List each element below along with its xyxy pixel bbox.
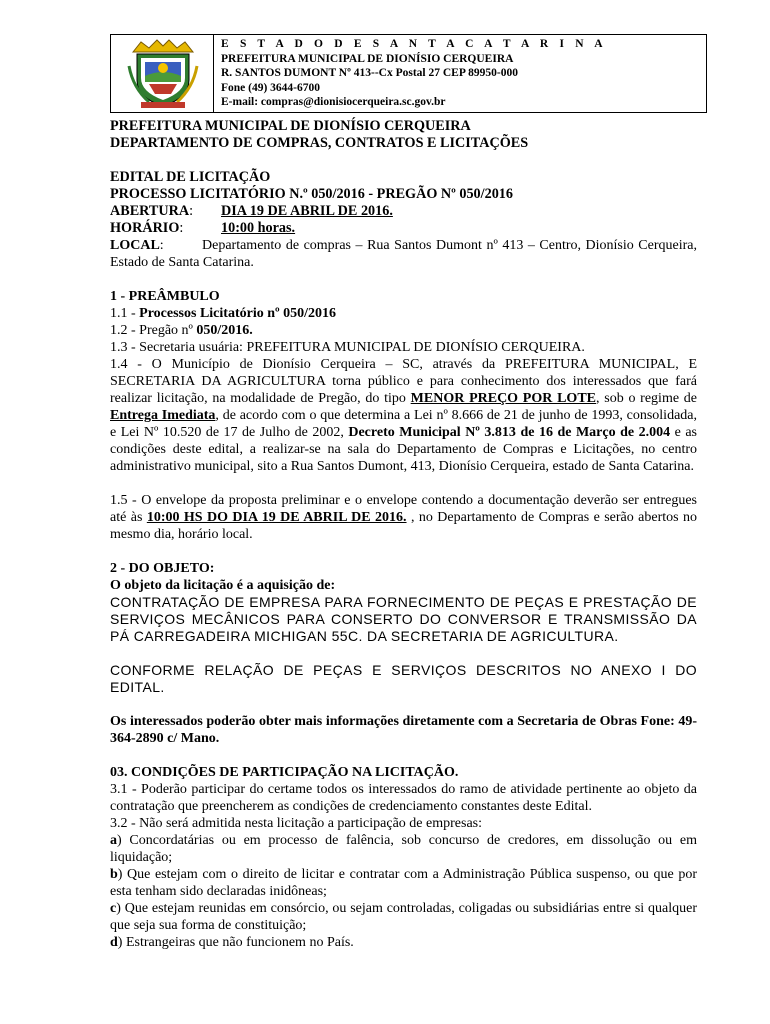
section-2-subtitle: O objeto da licitação é a aquisição de: — [110, 578, 336, 593]
item-1-2-text: 050/2016. — [196, 323, 253, 338]
section-3-title: 03. CONDIÇÕES DE PARTICIPAÇÃO NA LICITAÇÃO. — [110, 765, 459, 780]
item-1-5 — [110, 492, 697, 543]
item-1-3: 1.3 - Secretaria usuária: PREFEITURA MUNICIPAL DE DIONÍSIO CERQUEIRA. — [110, 340, 585, 355]
item-1-4-part-a: 1.4 - O Município de Dionísio Cerqueira – SC, através da PREFEITURA MUNICIPAL, E SECRETARIA DA AGRICULTURA torna público e para conhecimento dos interessados que fará realizar licitação, na modalidade de Pregão, do tipo — [110, 357, 697, 406]
item-1-4-part-e: , de acordo com o que determina a Lei nº 8.666 de 21 de junho de 1993, consolidada, e Lei Nº 10.520 de 17 de Julho de 2002, — [110, 408, 697, 440]
horario-label: HORÁRIO — [110, 220, 180, 236]
item-3-2-b — [110, 866, 697, 900]
item-1-5-deadline: 10:00 HS DO DIA 19 DE ABRIL DE 2016. — [146, 510, 407, 525]
item-a-letter: a — [110, 833, 117, 848]
local-label: LOCAL — [110, 238, 160, 253]
item-b-text: ) Que estejam com o direito de licitar e contratar com a Administração Pública suspenso, ou que por esta tenham sido declaradas inidôneas; — [110, 867, 697, 899]
local-value: Departamento de compras – Rua Santos Dumont nº 413 – Centro, Dionísio Cerqueira, Estado de Santa Catarina. — [110, 238, 697, 270]
municipal-coat-of-arms — [111, 35, 214, 112]
info-contact: Os interessados poderão obter mais informações diretamente com a Secretaria de Obras Fone: 49-364-2890 c/ Mano. — [110, 714, 697, 746]
item-1-5-part-c: , no Departamento de Compras e serão abertos no mesmo dia, horário local. — [110, 510, 697, 542]
item-1-1-number: 1.1 - — [110, 306, 140, 321]
item-3-2-a — [110, 832, 697, 866]
item-3-1: 3.1 - Poderão participar do certame todos os interessados do ramo de atividade pertinente ao objeto da contratação que preencherem as condições de credenciamento constantes deste Edital. — [110, 782, 697, 814]
conforme-anexo: CONFORME RELAÇÃO DE PEÇAS E SERVIÇOS DESCRITOS NO ANEXO I DO EDITAL. — [110, 662, 697, 695]
section-2-title: 2 - DO OBJETO: — [110, 561, 215, 576]
item-3-2: 3.2 - Não será admitida nesta licitação a participação de empresas: — [110, 816, 482, 831]
horario-value: 10:00 horas. — [221, 220, 296, 236]
section-1-title: 1 - PREÂMBULO — [110, 289, 220, 304]
abertura-line: ABERTURA: DIA 19 DE ABRIL DE 2016. — [110, 203, 393, 219]
item-1-1 — [110, 305, 697, 322]
header-phone: Fone (49) 3644-6700 — [221, 81, 321, 94]
local-line: LOCAL: Departamento de compras – Rua Santos Dumont nº 413 – Centro, Dionísio Cerqueira, Estado de Santa Catarina. — [110, 238, 697, 270]
abertura-value: DIA 19 DE ABRIL DE 2016. — [221, 203, 393, 219]
item-1-1-text: Processos Licitatório nº 050/2016 — [139, 306, 337, 321]
item-1-4-decreto: Decreto Municipal Nº 3.813 de 16 de Março de 2.004 — [348, 425, 671, 440]
item-1-4-part-c: , sob o regime de — [596, 391, 697, 406]
item-1-4-part-g: e as condições deste edital, a realizar-se na sala do Departamento de Compras e Licitações, no centro administrativo municipal, sito a Rua Santos Dumont, 413, Dionísio Cerqueira, estado de Santa Catarina. — [110, 425, 697, 474]
department-title: DEPARTAMENTO DE COMPRAS, CONTRATOS E LICITAÇÕES — [110, 135, 529, 151]
item-1-2 — [110, 322, 697, 339]
item-b-letter: b — [110, 867, 118, 882]
header-address: R. SANTOS DUMONT Nº 413--Cx Postal 27 CEP 89950-000 — [221, 67, 518, 79]
horario-line: HORÁRIO: 10:00 horas. — [110, 220, 296, 236]
item-1-4-entrega-imediata: Entrega Imediata — [110, 408, 216, 423]
item-1-2-number: 1.2 - Pregão nº — [110, 323, 197, 338]
item-3-2-d — [110, 934, 697, 951]
org-title: PREFEITURA MUNICIPAL DE DIONÍSIO CERQUEIRA — [110, 118, 471, 134]
header-email: E-mail: compras@dionisiocerqueira.sc.gov.br — [221, 96, 446, 108]
item-d-text: ) Estrangeiras que não funcionem no País. — [117, 935, 354, 950]
item-c-letter: c — [110, 901, 117, 916]
item-1-4-menor-preco: MENOR PREÇO POR LOTE — [410, 391, 597, 406]
item-a-text: ) Concordatárias ou em processo de falência, sob concurso de credores, em dissolução ou em liquidação; — [110, 833, 697, 865]
edital-heading: EDITAL DE LICITAÇÃO — [110, 169, 271, 185]
item-3-2-c — [110, 900, 697, 934]
processo-heading: PROCESSO LICITATÓRIO N.º 050/2016 - PREGÃO Nº 050/2016 — [110, 186, 513, 202]
header-state: E S T A D O D E S A N T A C A T A R I N A — [221, 38, 607, 50]
item-c-text: ) Que estejam reunidas em consórcio, ou sejam controladas, coligadas ou subsidiárias entre si qualquer que seja sua forma de constituição; — [110, 901, 697, 933]
header-prefeitura: PREFEITURA MUNICIPAL DE DIONÍSIO CERQUEIRA — [221, 52, 514, 65]
coat-of-arms-icon — [127, 38, 199, 110]
abertura-label: ABERTURA — [110, 203, 190, 219]
item-1-5-part-a: 1.5 - O envelope da proposta preliminar e o envelope contendo a documentação deverão ser entregues até às — [110, 493, 697, 525]
object-description: CONTRATAÇÃO DE EMPRESA PARA FORNECIMENTO DE PEÇAS E PRESTAÇÃO DE SERVIÇOS MECÂNICOS PARA CONSERTO DO CONVERSOR E TRANSMISSÃO DA PÁ CARREGADEIRA MICHIGAN 55C. DA SECRETARIA DE AGRICULTURA. — [110, 594, 697, 644]
item-1-4 — [110, 356, 697, 475]
item-d-letter: d — [110, 935, 118, 950]
letterhead — [110, 34, 707, 113]
document-body — [110, 118, 697, 951]
